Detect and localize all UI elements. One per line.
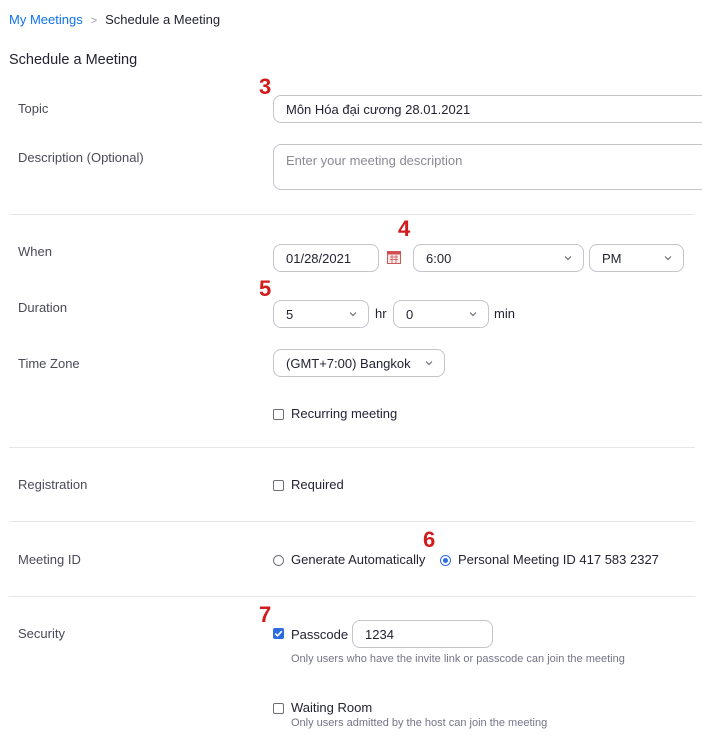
section-divider bbox=[9, 447, 695, 448]
breadcrumb-separator: > bbox=[90, 15, 98, 27]
duration-minutes-unit: min bbox=[494, 306, 515, 321]
section-divider bbox=[9, 521, 695, 522]
meeting-id-generate-radio[interactable] bbox=[273, 555, 284, 566]
date-input[interactable] bbox=[273, 244, 379, 272]
duration-hours-select[interactable] bbox=[273, 300, 369, 328]
duration-minutes-value: 0 bbox=[406, 306, 414, 322]
chevron-down-icon bbox=[348, 309, 358, 319]
annotation-step-3: 3 bbox=[259, 74, 272, 99]
annotation-step-5: 5 bbox=[259, 276, 272, 301]
passcode-checkbox[interactable] bbox=[273, 628, 284, 639]
breadcrumb-my-meetings-link[interactable]: My Meetings bbox=[9, 12, 83, 27]
duration-minutes-select[interactable] bbox=[393, 300, 489, 328]
meeting-id-generate-label[interactable]: Generate Automatically bbox=[291, 552, 426, 567]
waiting-room-checkbox[interactable] bbox=[273, 703, 284, 714]
timezone-label: Time Zone bbox=[18, 356, 80, 371]
page-title: Schedule a Meeting bbox=[9, 52, 138, 68]
timezone-select[interactable] bbox=[273, 349, 445, 377]
checkmark-icon bbox=[273, 628, 284, 639]
duration-label: Duration bbox=[18, 300, 68, 315]
registration-label: Registration bbox=[18, 477, 88, 492]
annotation-step-4: 4 bbox=[398, 216, 411, 241]
ampm-select[interactable] bbox=[589, 244, 684, 272]
time-select[interactable] bbox=[413, 244, 584, 272]
passcode-input-value: 1234 bbox=[365, 626, 394, 642]
timezone-select-value: (GMT+7:00) Bangkok bbox=[286, 355, 411, 371]
annotation-step-7: 7 bbox=[259, 602, 272, 627]
description-placeholder: Enter your meeting description bbox=[286, 153, 463, 168]
date-input-value: 01/28/2021 bbox=[286, 250, 352, 266]
time-select-value: 6:00 bbox=[426, 250, 452, 266]
waiting-room-label[interactable]: Waiting Room bbox=[291, 700, 373, 715]
chevron-down-icon bbox=[663, 253, 673, 263]
meeting-id-label: Meeting ID bbox=[18, 552, 81, 567]
section-divider bbox=[9, 214, 695, 215]
chevron-down-icon bbox=[563, 253, 573, 263]
duration-hours-unit: hr bbox=[375, 306, 387, 321]
registration-required-checkbox[interactable] bbox=[273, 480, 284, 491]
passcode-input[interactable] bbox=[352, 620, 493, 648]
description-label: Description (Optional) bbox=[18, 150, 144, 165]
waiting-room-hint: Only users admitted by the host can join the meeting bbox=[291, 717, 548, 729]
breadcrumb-current: Schedule a Meeting bbox=[105, 12, 221, 27]
chevron-down-icon bbox=[424, 358, 434, 368]
description-textarea[interactable] bbox=[273, 144, 702, 190]
registration-required-label[interactable]: Required bbox=[291, 477, 344, 492]
topic-label: Topic bbox=[18, 101, 49, 116]
meeting-id-personal-radio[interactable] bbox=[440, 555, 451, 566]
annotation-step-6: 6 bbox=[423, 527, 436, 552]
recurring-checkbox[interactable] bbox=[273, 409, 284, 420]
chevron-down-icon bbox=[468, 309, 478, 319]
security-label: Security bbox=[18, 626, 65, 641]
when-label: When bbox=[18, 244, 52, 259]
breadcrumb bbox=[9, 12, 220, 27]
topic-input-value: Môn Hóa đại cương 28.01.2021 bbox=[286, 101, 471, 117]
recurring-label[interactable]: Recurring meeting bbox=[291, 406, 398, 421]
passcode-hint: Only users who have the invite link or passcode can join the meeting bbox=[291, 653, 625, 665]
ampm-select-value: PM bbox=[602, 250, 622, 266]
topic-input[interactable] bbox=[273, 95, 702, 123]
passcode-label[interactable]: Passcode bbox=[291, 627, 349, 642]
calendar-icon[interactable] bbox=[387, 250, 401, 264]
section-divider bbox=[9, 596, 695, 597]
duration-hours-value: 5 bbox=[286, 306, 294, 322]
meeting-id-personal-label[interactable]: Personal Meeting ID 417 583 2327 bbox=[458, 552, 659, 567]
